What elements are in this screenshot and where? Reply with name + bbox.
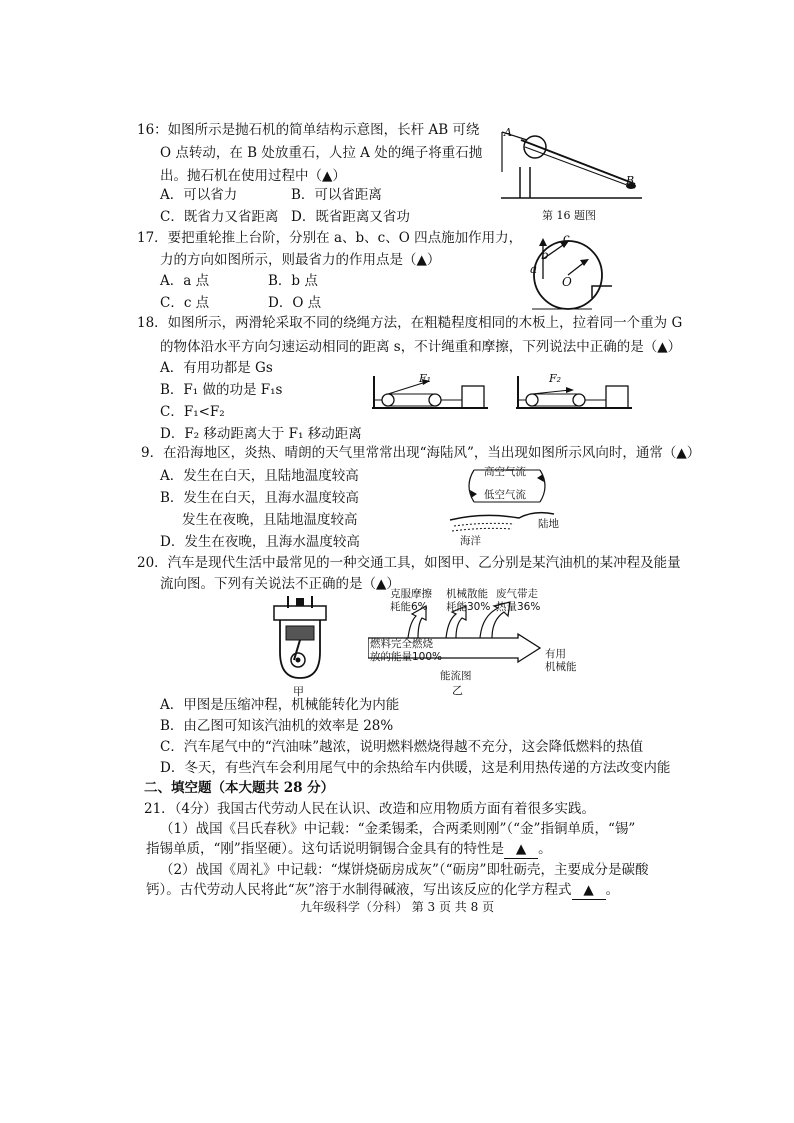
q21-p2-line-1: （2）战国《周礼》中记载：“煤饼烧砺房成灰”（“砺房”即牡砺壳，主要成分是碳酸 xyxy=(160,862,649,878)
q17-label-c: c xyxy=(563,231,570,245)
q17-label-o: O xyxy=(562,275,572,289)
q18-option-b: B．F₁ 做的功是 F₁s xyxy=(160,382,283,398)
q20-label-friction-1: 克服摩擦 xyxy=(390,588,432,600)
q18-option-a: A．有用功都是 Gs xyxy=(160,360,273,376)
q20-label-exhaust-2: 热量36% xyxy=(496,601,541,613)
q19-option-c: 发生在夜晚，且陆地温度较高 xyxy=(182,512,358,528)
q18-line-2: 的物体沿水平方向匀速运动相同的距离 s，不计绳重和摩擦，下列说法中正确的是（▲） xyxy=(160,339,682,355)
q17-line-1: 17．要把重轮推上台阶，分别在 a、b、c、O 四点施加作用力， xyxy=(137,230,523,246)
q19-label-low-air: 低空气流 xyxy=(484,489,526,501)
q19-label-high-air: 高空气流 xyxy=(484,466,526,478)
q17-option-c: C．c 点 xyxy=(160,295,210,311)
q17-label-b: b xyxy=(541,248,549,262)
q18-option-d: D．F₂ 移动距离大于 F₁ 移动距离 xyxy=(160,426,362,442)
q16-option-a: A．可以省力 xyxy=(160,187,238,203)
q19-label-land: 陆地 xyxy=(538,518,559,530)
q21-answer-blank-2[interactable]: ▲ xyxy=(572,881,606,900)
q20-option-a: A．甲图是压缩冲程，机械能转化为内能 xyxy=(160,697,400,713)
q16-label-a: A xyxy=(504,126,512,139)
q20-line-1: 20．汽车是现代生活中最常见的一种交通工具，如图甲、乙分别是某汽油机的某冲程及能量 xyxy=(137,555,681,571)
q19-option-b: B．发生在白天，且海水温度较高 xyxy=(160,490,359,506)
q18-option-c: C．F₁<F₂ xyxy=(160,404,225,420)
q20-option-b: B．由乙图可知该汽油机的效率是 28% xyxy=(160,718,394,734)
q21-answer-blank-1[interactable]: ▲ xyxy=(504,840,538,859)
q17-line-2: 力的方向如图所示，则最省力的作用点是（▲） xyxy=(160,252,441,268)
q20-label-useful xyxy=(545,648,577,674)
q18-pulley-figure-2 xyxy=(514,370,638,414)
page-footer: 九年级科学（分科） 第 3 页 共 8 页 xyxy=(299,900,495,914)
q20-label-yi: 乙 xyxy=(452,684,463,697)
q16-line-2: O 点转动，在 B 处放重石，人拉 A 处的绳子将重石抛 xyxy=(160,145,483,161)
section-2-heading: 二、填空题（本大题共 28 分） xyxy=(144,780,335,796)
q20-label-fuel xyxy=(370,638,442,664)
q21-p1-text: 指锡单质，“刚”指坚硬）。这句话说明铜锡合金具有的特性是 xyxy=(146,841,505,857)
q20-label-mech-loss-2: 耗能30% xyxy=(446,601,491,613)
q16-caption: 第 16 题图 xyxy=(542,209,596,222)
q17-label-a: a xyxy=(530,262,538,276)
q20-label-exhaust-1: 废气带走 xyxy=(496,588,538,600)
q20-label-fuel-1: 燃料完全燃烧 xyxy=(370,638,433,650)
q20-option-d: D．冬天，有些汽车会利用尾气中的余热给车内供暖，这是利用热传递的方法改变内能 xyxy=(160,760,671,776)
q20-flow-title: 能流图 xyxy=(440,670,472,682)
q20-label-mech-loss-1: 机械散能 xyxy=(446,588,488,600)
q19-option-a: A．发生在白天，且陆地温度较高 xyxy=(160,468,359,484)
q18-label-f1: F₁ xyxy=(419,372,432,385)
q19-line: 9．在沿海地区，炎热、晴朗的天气里常常出现“海陆风”，当出现如图所示风向时，通常（▲） xyxy=(141,445,701,461)
q17-option-d: D．O 点 xyxy=(268,295,322,311)
q20-label-friction xyxy=(390,588,432,614)
q20-label-mech-loss xyxy=(446,588,490,614)
q20-label-exhaust xyxy=(496,588,540,614)
q16-line-1: 16：如图所示是抛石机的简单结构示意图，长杆 AB 可绕 xyxy=(137,122,480,138)
q20-label-fuel-2: 放的能量100% xyxy=(370,651,443,663)
q20-label-useful-2: 机械能 xyxy=(545,661,577,673)
q18-line-1: 18．如图所示，两滑轮采取不同的绕绳方法，在粗糙程度相同的木板上，拉着同一个重为 G xyxy=(137,315,683,331)
q19-option-d: D．发生在夜晚，且海水温度较高 xyxy=(160,534,360,550)
q17-option-a: A．a 点 xyxy=(160,273,210,289)
q20-label-useful-1: 有用 xyxy=(545,648,566,660)
q19-label-sea: 海洋 xyxy=(460,535,481,547)
q21-p1-line-2 xyxy=(146,840,552,859)
q16-option-d: D．既省距离又省功 xyxy=(291,209,410,225)
q21-p2-end: 。 xyxy=(605,882,620,898)
q18-label-f2: F₂ xyxy=(549,372,562,385)
q16-option-b: B．可以省距离 xyxy=(291,187,382,203)
q20-option-c: C．汽车尾气中的“汽油味”越浓，说明燃料燃烧得越不充分，这会降低燃料的热值 xyxy=(160,739,644,755)
q18-pulley-figure-1 xyxy=(370,370,494,414)
q20-line-2: 流向图。下列有关说法不正确的是（▲） xyxy=(160,576,400,592)
q17-option-b: B．b 点 xyxy=(268,273,318,289)
q20-engine-figure xyxy=(268,594,332,682)
q16-line-3: 出。抛石机在使用过程中（▲） xyxy=(160,168,346,184)
q20-label-jia: 甲 xyxy=(293,685,304,698)
q21-p2-text: 钙）。古代劳动人民将此“灰”溶于水制得碱液，写出该反应的化学方程式 xyxy=(146,882,572,898)
q21-p1-end: 。 xyxy=(538,841,552,857)
q21-p1-line-1: （1）战国《吕氏春秋》中记载：“金柔锡柔，合两柔则刚”（“金”指铜单质，“锡” xyxy=(160,821,636,837)
q21-line: 21．（4分）我国古代劳动人民在认识、改造和应用物质方面有着很多实践。 xyxy=(144,801,596,817)
q20-label-friction-2: 耗能6% xyxy=(390,601,428,613)
q16-catapult-figure xyxy=(497,122,647,200)
q16-label-b: B xyxy=(626,174,635,187)
q16-option-c: C．既省力又省距离 xyxy=(160,209,279,225)
